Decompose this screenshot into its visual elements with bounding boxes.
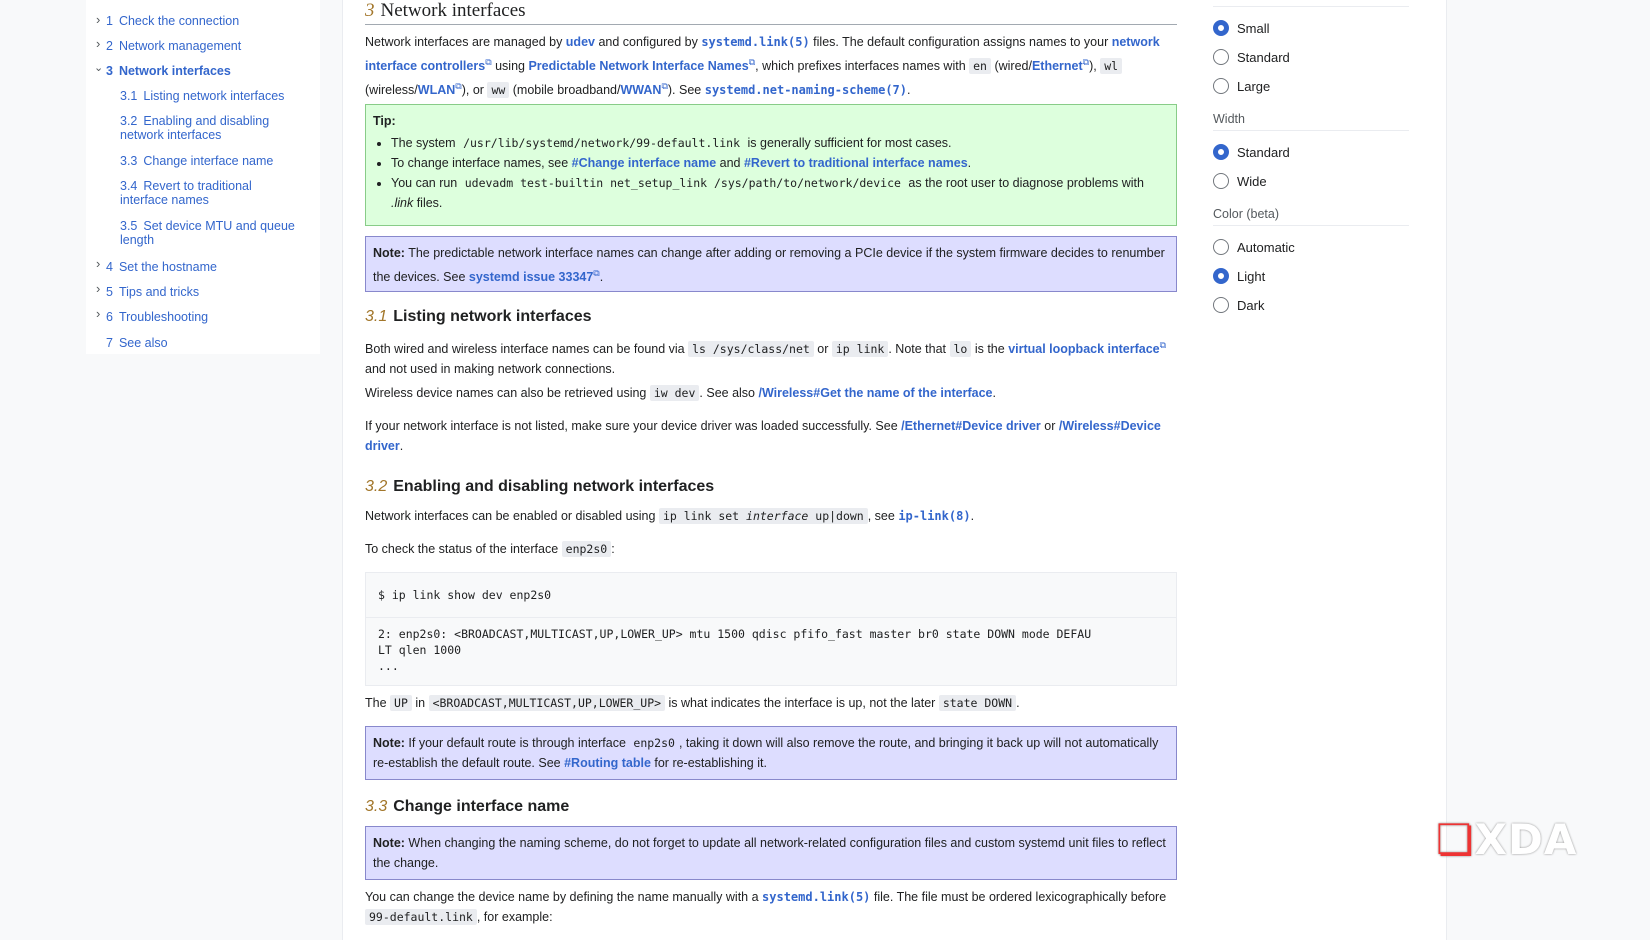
section-heading-network-interfaces: 3 Network interfaces [365,0,1177,25]
subsection-heading-listing: 3.1 Listing network interfaces [365,308,592,325]
table-of-contents [86,0,320,354]
subsection-heading-change-name: 3.3 Change interface name [365,798,570,815]
toc-item-network-interfaces[interactable]: 3 Network interfaces [106,64,231,78]
toc-item-network-management[interactable]: 2 Network management [106,39,242,53]
ethernet-link[interactable]: Ethernet [1031,59,1083,74]
subsection-heading-enabling: 3.2 Enabling and disabling network interfaces [365,478,715,495]
radio-color-automatic[interactable]: Automatic [1213,239,1295,255]
radio-color-dark[interactable]: Dark [1213,297,1264,313]
toc-item-revert[interactable]: 3.4 Revert to traditional interface names [120,179,252,207]
external-link-icon: ⧉ [485,57,492,67]
tip-bullet: • The system /usr/lib/systemd/network/99-default.link is generally sufficient for most cases. [391,133,1169,153]
systemd-issue-link[interactable]: systemd issue 33347 [468,270,594,285]
ethernet-driver-link[interactable]: /Ethernet#Device driver [901,419,1041,433]
systemd-link-man-link[interactable]: systemd.link(5) [701,35,810,49]
paragraph: Network interfaces can be enabled or disabled using ip link set interface up|down , see ip-link(8). [365,509,975,523]
toc-item-hostname[interactable]: 4 Set the hostname [106,260,217,274]
radio-unchecked-icon[interactable] [1213,49,1229,65]
revert-link[interactable]: #Revert to traditional interface names [743,156,968,170]
radio-unchecked-icon[interactable] [1213,78,1229,94]
radio-checked-icon[interactable] [1213,20,1229,36]
paragraph: Wireless device names can also be retrieved using iw dev . See also /Wireless#Get the name of the interface. [365,386,996,400]
external-link-icon: ⧉ [661,81,668,92]
chevron-right-icon[interactable]: › [96,36,101,51]
tip-box: Tip: • The system /usr/lib/systemd/network/99-default.link is generally sufficient for most cases. • To change interface names, see #Change interface name and #Revert to traditional interface names. • You can run udevadm test-builtin net_setup_link /sys/path/to/network/device as the root user to diagnose problems with .link files. [365,104,1177,226]
naming-scheme-link[interactable]: systemd.net-naming-scheme(7) [704,83,908,98]
toc-item-enabling[interactable]: 3.2 Enabling and disabling network interfaces [120,114,270,142]
udev-link[interactable]: udev [565,35,595,49]
note-box: Note: If your default route is through interface enp2s0 , taking it down will also remove the route, and bringing it back up will not automatically re-establish the default route. See #Routing table for re-establishing it. [365,726,1177,780]
toc-item-mtu[interactable]: 3.5 Set device MTU and queue length [120,219,295,247]
intro-paragraph: Network interfaces are managed by udev and configured by systemd.link(5) files. The default configuration assigns names to your network interface controllers⧉ using Predictable Network Interface Names⧉, which prefixes interfaces names with en (wired/Ethernet⧉), wl (wireless/WLAN⧉), or ww (mobile broadband/WWAN⧉). See systemd.net-naming-scheme(7). [365,35,1160,98]
wireless-name-link[interactable]: /Wireless#Get the name of the interface [758,386,993,400]
code-command: $ ip link show dev enp2s0 [366,573,1176,618]
wlan-link[interactable]: WLAN [417,83,456,98]
radio-unchecked-icon[interactable] [1213,297,1229,313]
external-link-icon: ⧉ [593,268,600,278]
radio-checked-icon[interactable] [1213,268,1229,284]
radio-width-wide[interactable]: Wide [1213,173,1267,189]
ip-link-man-link[interactable]: ip-link(8) [898,509,971,523]
paragraph: You can change the device name by defining the name manually with a systemd.link(5) file. The file must be ordered lexicographically before 99-default.link , for example: [365,890,1167,924]
radio-color-light[interactable]: Light [1213,268,1265,284]
paragraph: If your network interface is not listed, make sure your device driver was loaded successfully. See /Ethernet#Device driver or /Wireless#Device driver. [365,419,1161,453]
chevron-right-icon[interactable]: › [96,12,101,27]
radio-text-small[interactable]: Small [1213,20,1270,36]
tip-bullet: • To change interface names, see #Change interface name and #Revert to traditional interface names. [391,153,1169,173]
width-group-label: Width [1213,112,1409,131]
radio-unchecked-icon[interactable] [1213,239,1229,255]
toc-item-tips[interactable]: 5 Tips and tricks [106,285,200,299]
note-box: Note: The predictable network interface names can change after adding or removing a PCIe device if the system firmware decides to renumber the devices. See systemd issue 33347⧉. [365,236,1177,292]
code-output: 2: enp2s0: <BROADCAST,MULTICAST,UP,LOWER_UP> mtu 1500 qdisc pfifo_fast master br0 state DOWN mode DEFAU LT qlen 1000 ... [378,627,1092,673]
radio-unchecked-icon[interactable] [1213,173,1229,189]
external-link-icon: ⧉ [1082,57,1090,67]
chevron-right-icon[interactable]: › [96,281,101,296]
chevron-down-icon[interactable]: ⌄ [94,62,104,74]
external-link-icon: ⧉ [748,57,756,67]
toc-item-change-name[interactable]: 3.3 Change interface name [120,154,274,168]
paragraph: To check the status of the interface enp2s0 : [365,542,615,556]
toc-item-listing[interactable]: 3.1 Listing network interfaces [120,89,285,103]
article-content [342,0,1447,940]
routing-table-link[interactable]: #Routing table [564,756,651,770]
wireless-driver-link[interactable]: /Wireless#Device driver [365,419,1161,453]
xda-watermark-logo: ❏XDA [1436,815,1578,864]
wwan-link[interactable]: WWAN [620,83,662,98]
pnin-link[interactable]: Predictable Network Interface Names [528,59,749,74]
radio-text-standard[interactable]: Standard [1213,49,1290,65]
note-box: Note: When changing the naming scheme, do not forget to update all network-related configuration files and custom systemd unit files to reflect the change. [365,826,1177,880]
chevron-right-icon[interactable]: › [96,256,101,271]
radio-width-standard[interactable]: Standard [1213,144,1290,160]
systemd-link-man-link[interactable]: systemd.link(5) [762,890,871,904]
change-name-link[interactable]: #Change interface name [571,156,717,170]
tip-bullet: • You can run udevadm test-builtin net_setup_link /sys/path/to/network/device as the root user to diagnose problems with .link files. [391,173,1169,213]
toc-item-troubleshooting[interactable]: 6 Troubleshooting [106,310,209,324]
external-link-icon: ⧉ [1159,340,1167,350]
paragraph: The UP in <BROADCAST,MULTICAST,UP,LOWER_UP> is what indicates the interface is up, not the later state DOWN . [365,696,1020,710]
code-block [365,572,1177,686]
paragraph: Both wired and wireless interface names can be found via ls /sys/class/net or ip link . Note that lo is the virtual loopback interface⧉ and not used in making network connections. [365,340,1167,377]
divider [1213,6,1409,7]
radio-text-large[interactable]: Large [1213,78,1270,94]
loopback-link[interactable]: virtual loopback interface [1008,342,1160,357]
toc-item-check-connection[interactable]: 1 Check the connection [106,14,240,28]
radio-checked-icon[interactable] [1213,144,1229,160]
xda-logo-icon: ❏ [1436,815,1475,864]
color-group-label: Color (beta) [1213,207,1409,226]
chevron-right-icon[interactable]: › [96,306,101,321]
toc-item-see-also[interactable]: 7 See also [106,336,168,350]
external-link-icon: ⧉ [455,81,462,92]
nic-link[interactable]: network interface controllers [365,35,1160,74]
